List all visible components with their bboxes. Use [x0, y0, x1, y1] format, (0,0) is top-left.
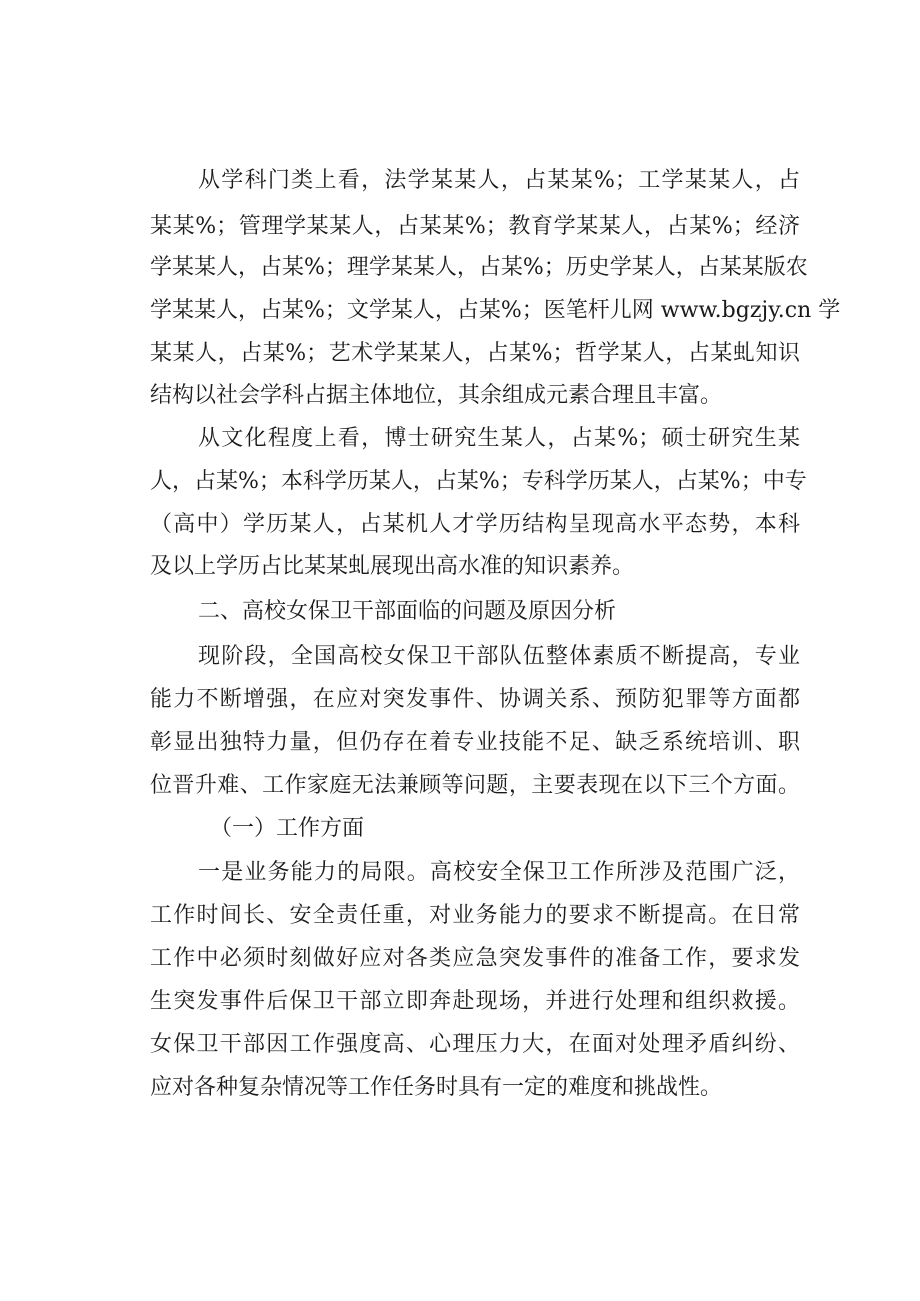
paragraph-2-line-4: 及以上学历占比某某虬展现出高水准的知识素养。 — [150, 554, 635, 579]
paragraph-1-line-6: 结构以社会学科占据主体地位，其余组成元素合理且丰富。 — [150, 383, 723, 408]
paragraph-1-line-2: 某某%；管理学某某人，占某某%；教育学某某人，占某%；经济 — [150, 214, 800, 239]
section-heading: 二、高校女保卫干部面临的问题及原因分析 — [198, 599, 617, 624]
paragraph-1-line-4: 学某某人，占某%；文学某人，占某%；医笔杆儿网 www.bgzjy.cn 学 — [150, 298, 841, 323]
paragraph-3-line-1: 现阶段，全国高校女保卫干部队伍整体素质不断提高，专业 — [198, 644, 800, 669]
paragraph-4-line-3: 工作中必须时刻做好应对各类应急突发事件的准备工作，要求发 — [150, 946, 800, 971]
paragraph-1-line-1: 从学科门类上看，法学某某人，占某某%；工学某某人，占 — [198, 168, 800, 193]
paragraph-1-line-5: 某某人，占某%；艺术学某某人，占某%；哲学某人，占某虬知识 — [150, 341, 800, 366]
paragraph-1-line-3: 学某某人，占某%；理学某某人，占某%；历史学某人，占某某版农 — [150, 255, 808, 280]
paragraph-3-line-2: 能力不断增强，在应对突发事件、协调关系、预防犯罪等方面都 — [150, 687, 800, 712]
paragraph-2-line-3: （高中）学历某人，占某机人才学历结构呈现高水平态势，本科 — [150, 512, 800, 537]
paragraph-4-line-5: 女保卫干部因工作强度高、心理压力大，在面对处理矛盾纠纷、 — [150, 1032, 800, 1057]
paragraph-3-line-4: 位晋升难、工作家庭无法兼顾等问题，主要表现在以下三个方面。 — [150, 773, 800, 798]
paragraph-3-line-3: 彰显出独特力量，但仍存在着专业技能不足、缺乏系统培训、职 — [150, 730, 800, 755]
paragraph-4-line-4: 生突发事件后保卫干部立即奔赴现场，并进行处理和组织救援。 — [150, 989, 800, 1014]
paragraph-4-line-1: 一是业务能力的局限。高校安全保卫工作所涉及范围广泛， — [198, 860, 800, 885]
paragraph-2-line-1: 从文化程度上看，博士研究生某人，占某%；硕士研究生某 — [198, 426, 800, 451]
paragraph-4-line-2: 工作时间长、安全责任重，对业务能力的要求不断提高。在日常 — [150, 903, 800, 928]
paragraph-4-line-6: 应对各种复杂情况等工作任务时具有一定的难度和挑战性。 — [150, 1075, 723, 1100]
subsection-heading: （一）工作方面 — [210, 816, 365, 841]
paragraph-2-line-2: 人，占某%；本科学历某人，占某%；专科学历某人，占某%；中专 — [150, 469, 807, 494]
